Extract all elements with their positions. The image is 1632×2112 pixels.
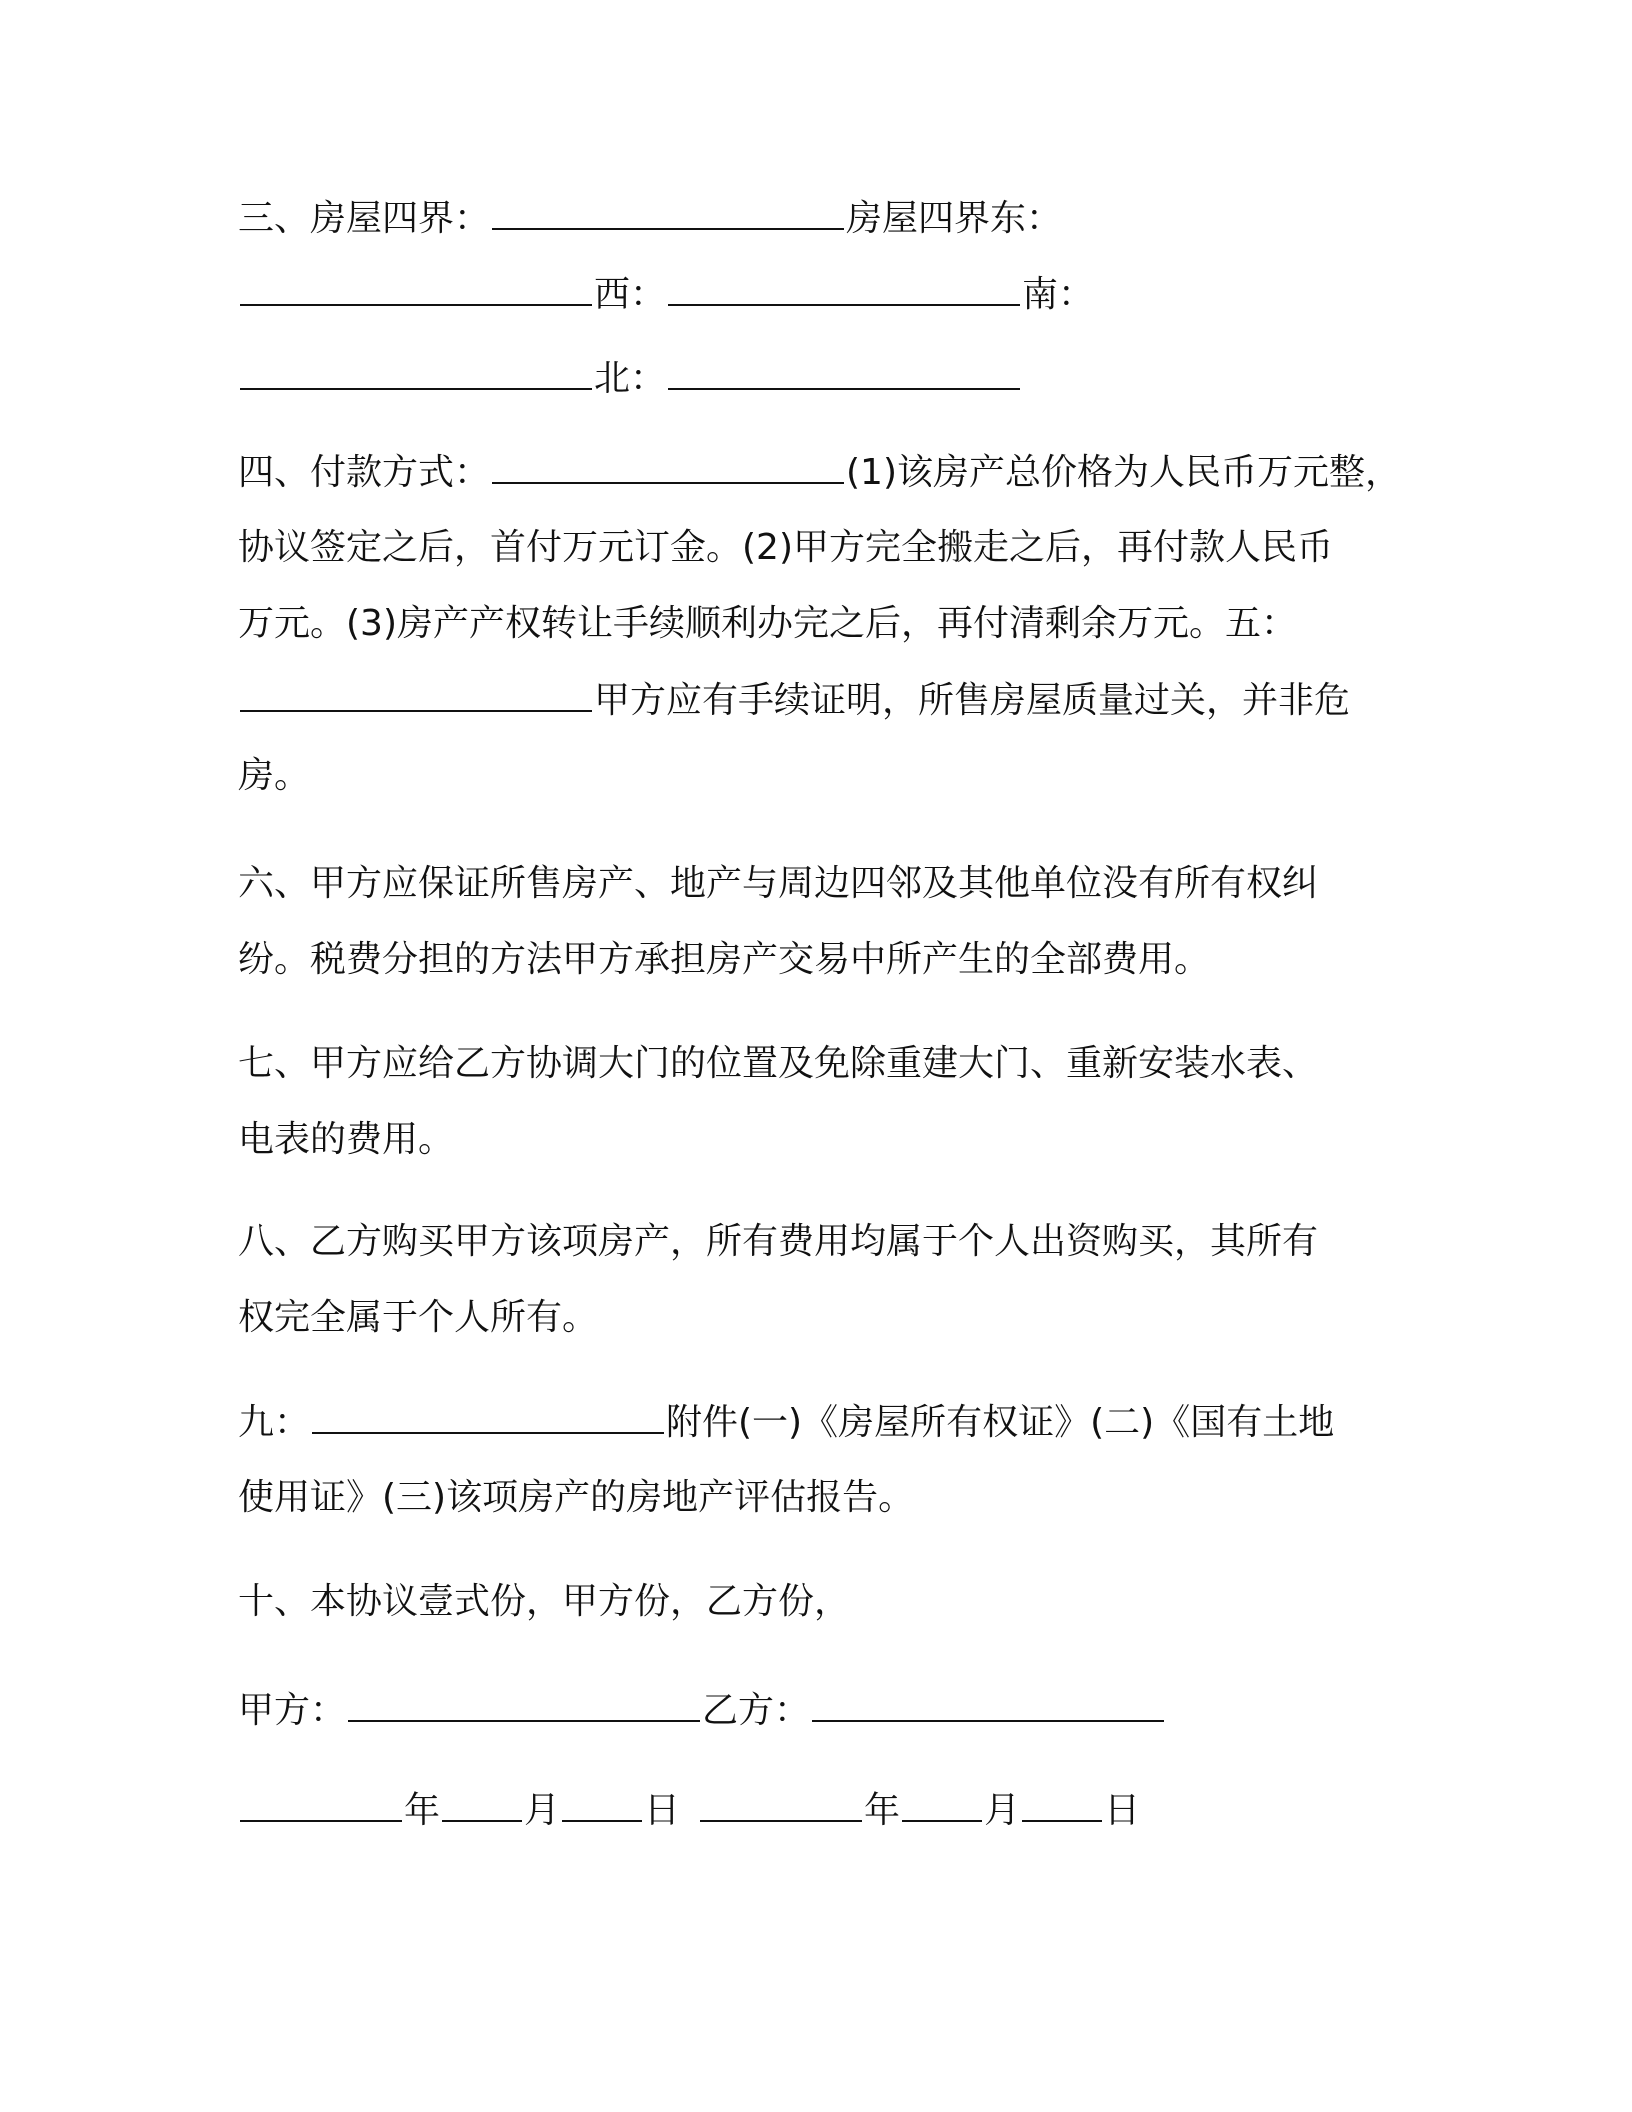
year-field[interactable] (240, 1786, 402, 1822)
section-7-line-1 (238, 1040, 1318, 1088)
blank-field[interactable] (668, 270, 1020, 306)
north-label: 北： (594, 358, 667, 399)
section-9-line-2 (238, 1474, 914, 1522)
blank-field[interactable] (240, 270, 592, 306)
section-8-line-2 (238, 1294, 598, 1342)
date-line (238, 1786, 1140, 1834)
day-field[interactable] (562, 1786, 642, 1822)
document-page (238, 0, 1438, 2112)
blank-field[interactable] (240, 354, 592, 390)
payment-text: 房。 (238, 755, 311, 796)
month-label: 月 (984, 1790, 1021, 1831)
month-field[interactable] (902, 1786, 982, 1822)
party-a-label: 甲方： (238, 1690, 347, 1731)
year-label: 年 (864, 1790, 901, 1831)
section-10-line (238, 1578, 850, 1626)
blank-field[interactable] (492, 194, 844, 230)
boundaries-label: 三、房屋四界： (238, 198, 491, 239)
party-b-signature-field[interactable] (812, 1686, 1164, 1722)
payment-label: 四、付款方式： (238, 452, 491, 493)
section-9-text: 附件(一)《房屋所有权证》(二)《国有土地 (666, 1402, 1335, 1443)
payment-line-4 (238, 676, 1350, 724)
party-b-label: 乙方： (702, 1690, 811, 1731)
section-7-text: 七、甲方应给乙方协调大门的位置及免除重建大门、重新安装水表、 (238, 1043, 1319, 1084)
section-6-line-2 (238, 936, 1210, 984)
payment-line-2 (238, 524, 1333, 572)
west-label: 西： (594, 274, 667, 315)
payment-text: 甲方应有手续证明，所售房屋质量过关，并非危 (594, 680, 1351, 721)
payment-text: 万元。(3)房产产权转让手续顺利办完之后，再付清剩余万元。五： (238, 603, 1297, 644)
section-8-text: 八、乙方购买甲方该项房产，所有费用均属于个人出资购买，其所有 (238, 1221, 1319, 1262)
payment-line-3 (238, 600, 1297, 648)
boundaries-line-1 (238, 194, 1062, 242)
payment-text: (1)该房产总价格为人民币万元整， (846, 452, 1402, 493)
blank-field[interactable] (240, 676, 592, 712)
section-6-text: 纷。税费分担的方法甲方承担房产交易中所产生的全部费用。 (238, 939, 1211, 980)
section-6-text: 六、甲方应保证所售房产、地产与周边四邻及其他单位没有所有权纠 (238, 863, 1319, 904)
blank-field[interactable] (492, 448, 844, 484)
boundaries-line-3 (238, 354, 1022, 402)
day-label: 日 (1104, 1790, 1141, 1831)
section-9-text: 使用证》(三)该项房产的房地产评估报告。 (238, 1477, 915, 1518)
section-7-line-2 (238, 1116, 454, 1164)
section-8-text: 权完全属于个人所有。 (238, 1297, 599, 1338)
day-label: 日 (644, 1790, 681, 1831)
blank-field[interactable] (312, 1398, 664, 1434)
section-7-text: 电表的费用。 (238, 1119, 455, 1160)
section-8-line-1 (238, 1218, 1318, 1266)
year-field[interactable] (700, 1786, 862, 1822)
month-field[interactable] (442, 1786, 522, 1822)
boundaries-east-label: 房屋四界东： (846, 198, 1063, 239)
party-a-signature-field[interactable] (348, 1686, 700, 1722)
section-10-text: 十、本协议壹式份，甲方份，乙方份， (238, 1581, 851, 1622)
payment-text: 协议签定之后，首付万元订金。(2)甲方完全搬走之后，再付款人民币 (238, 527, 1333, 568)
day-field[interactable] (1022, 1786, 1102, 1822)
south-label: 南： (1022, 274, 1095, 315)
blank-field[interactable] (668, 354, 1020, 390)
year-label: 年 (404, 1790, 441, 1831)
section-9-line-1 (238, 1398, 1334, 1446)
payment-line-1 (238, 448, 1401, 496)
payment-line-5 (238, 752, 310, 800)
boundaries-line-2 (238, 270, 1094, 318)
section-9-label: 九： (238, 1402, 311, 1443)
section-6-line-1 (238, 860, 1318, 908)
month-label: 月 (524, 1790, 561, 1831)
signature-line (238, 1686, 1166, 1734)
